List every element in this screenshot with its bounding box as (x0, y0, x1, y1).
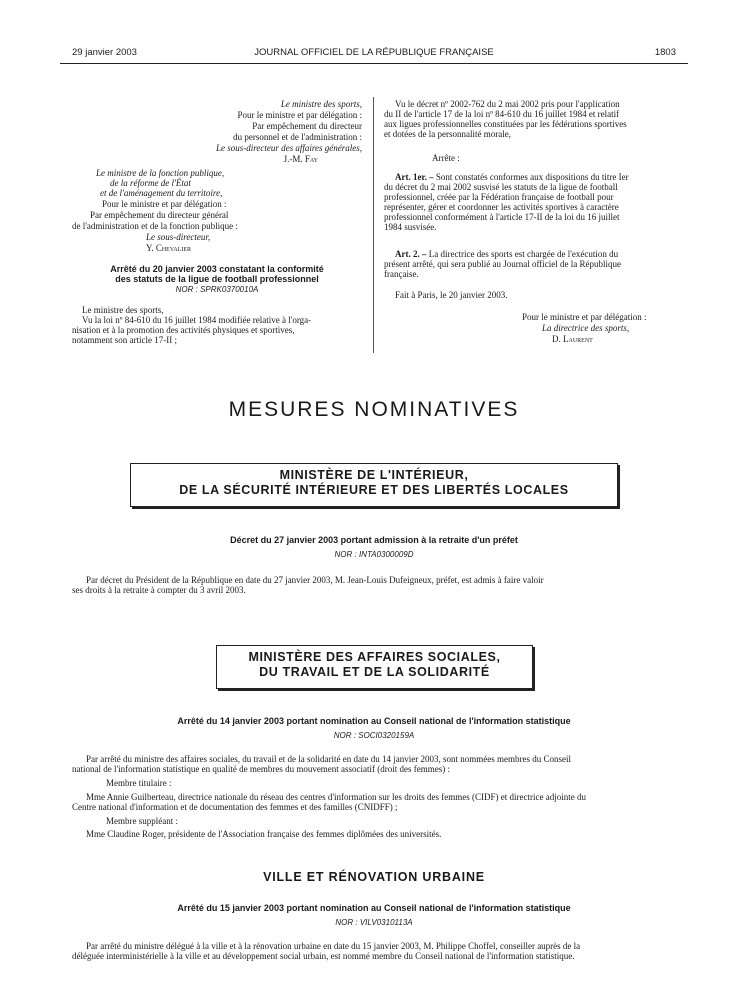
ville-renovation-urbaine-heading: VILLE ET RÉNOVATION URBAINE (263, 870, 485, 884)
ministere-interieur-box: MINISTÈRE DE L'INTÉRIEUR, DE LA SÉCURITÉ INTÉRIEURE ET DES LIBERTÉS LOCALES (130, 463, 618, 507)
arrete-14-janvier-title: Arrêté du 14 janvier 2003 portant nomination au Conseil national de l'information statistique (177, 716, 571, 726)
column-divider (373, 97, 374, 353)
mesures-nominatives-heading: MESURES NOMINATIVES (228, 398, 520, 421)
header-journal-title: JOURNAL OFFICIEL DE LA RÉPUBLIQUE FRANÇAISE (254, 47, 494, 58)
membre-suppleant-label: Membre suppléant : (106, 816, 178, 826)
nor-reference: NOR : INTA0300009D (334, 550, 414, 559)
nor-reference: NOR : SOCI0320159A (333, 731, 415, 740)
nor-reference: NOR : VILV0310113A (335, 918, 413, 927)
header-page-number: 1803 (654, 47, 676, 58)
fait-a-paris: Fait à Paris, le 20 janvier 2003. (395, 290, 508, 300)
arrete-20-janvier-title: Arrêté du 20 janvier 2003 constatant la conformité des statuts de la ligue de football professionnel (110, 264, 324, 284)
nor-reference: NOR : SPRK0370010A (175, 285, 259, 294)
article-1-label: Art. 1er. – (395, 172, 434, 182)
arrete-15-janvier-title: Arrêté du 15 janvier 2003 portant nomination au Conseil national de l'information statistique (177, 903, 571, 913)
ministere-affaires-sociales-box: MINISTÈRE DES AFFAIRES SOCIALES, DU TRAVAIL ET DE LA SOLIDARITÉ (216, 645, 533, 689)
header-rule (60, 63, 688, 64)
membre-titulaire-label: Membre titulaire : (106, 778, 172, 788)
header-date: 29 janvier 2003 (72, 47, 137, 58)
arrete-label: Arrête : (432, 153, 460, 163)
article-2-label: Art. 2. – (395, 249, 427, 259)
decret-27-janvier-title: Décret du 27 janvier 2003 portant admission à la retraite d'un préfet (230, 535, 518, 545)
